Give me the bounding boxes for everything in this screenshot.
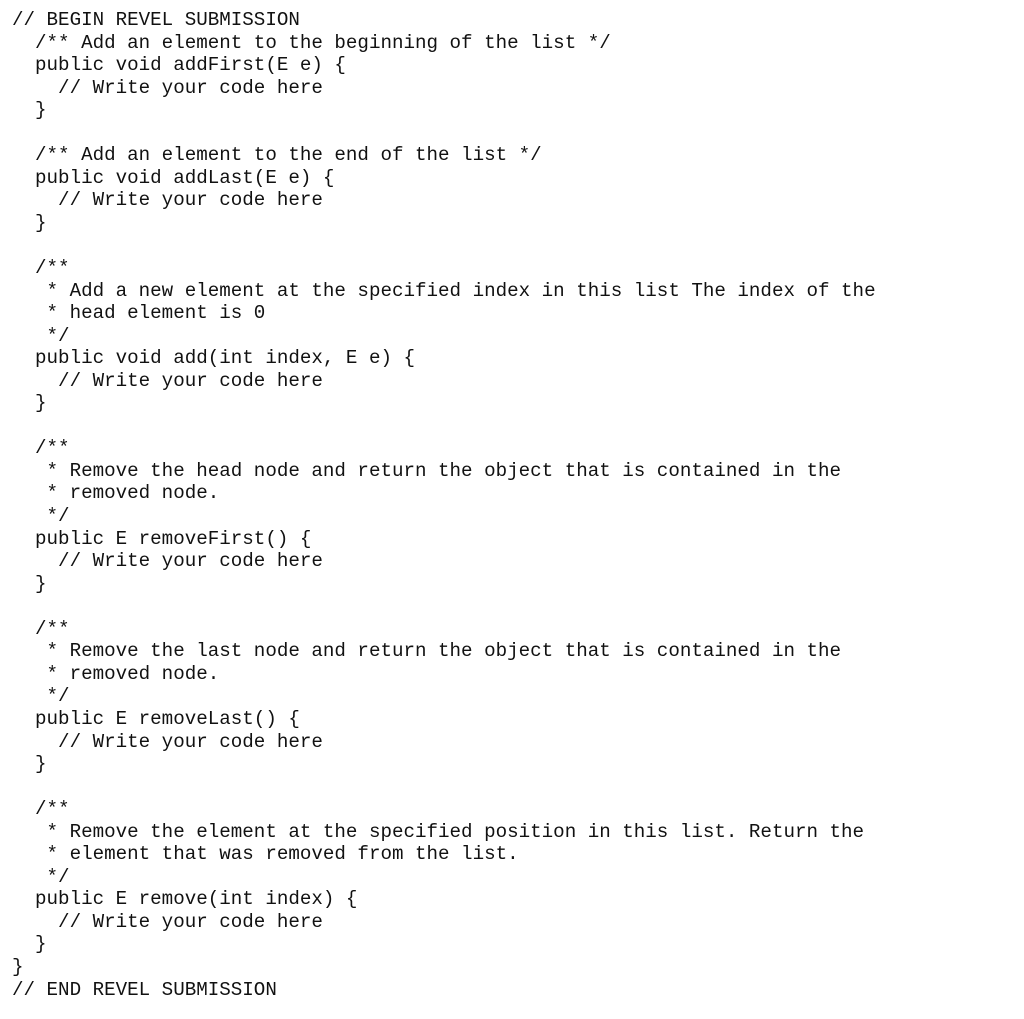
code-line: } <box>12 933 47 956</box>
code-line: // Write your code here <box>12 730 323 753</box>
code-line: /** <box>12 437 70 460</box>
code-line: public void addLast(E e) { <box>12 166 335 189</box>
code-line: } <box>12 572 47 595</box>
code-line <box>12 415 876 438</box>
code-line: public E remove(int index) { <box>12 888 358 911</box>
code-line: } <box>12 211 47 234</box>
code-line: */ <box>12 324 70 347</box>
code-line: // Write your code here <box>12 910 323 933</box>
code-line <box>12 234 876 257</box>
code-line: */ <box>12 865 70 888</box>
code-line: } <box>12 392 47 415</box>
code-line: // BEGIN REVEL SUBMISSION <box>12 9 300 31</box>
code-line: * element that was removed from the list. <box>12 843 519 866</box>
code-line <box>12 122 876 145</box>
code-line: * head element is 0 <box>12 302 266 325</box>
code-line: } <box>12 753 47 776</box>
code-line: public void add(int index, E e) { <box>12 347 416 370</box>
code-line: } <box>12 955 24 978</box>
code-line: * Add a new element at the specified index in this list The index of the <box>12 279 876 302</box>
code-line <box>12 776 876 799</box>
code-line: // Write your code here <box>12 550 323 573</box>
code-line: * Remove the last node and return the object that is contained in the <box>12 640 842 663</box>
code-line: * removed node. <box>12 662 220 685</box>
code-line: } <box>12 99 47 122</box>
code-listing <box>12 9 876 1001</box>
code-line: /** <box>12 617 70 640</box>
code-line: */ <box>12 685 70 708</box>
code-line: // Write your code here <box>12 189 323 212</box>
code-line: public E removeFirst() { <box>12 527 312 550</box>
code-line: * removed node. <box>12 482 220 505</box>
code-line: /** Add an element to the beginning of the list */ <box>12 31 611 54</box>
code-line: public void addFirst(E e) { <box>12 54 346 77</box>
code-line: * Remove the head node and return the object that is contained in the <box>12 459 842 482</box>
code-line: /** Add an element to the end of the list */ <box>12 144 542 167</box>
code-line: public E removeLast() { <box>12 707 300 730</box>
code-line: // Write your code here <box>12 369 323 392</box>
code-line: // Write your code here <box>12 76 323 99</box>
code-line: * Remove the element at the specified position in this list. Return the <box>12 820 865 843</box>
code-line <box>12 595 876 618</box>
code-line: // END REVEL SUBMISSION <box>12 978 277 1001</box>
code-line: /** <box>12 257 70 280</box>
code-line: /** <box>12 798 70 821</box>
code-line: */ <box>12 505 70 528</box>
